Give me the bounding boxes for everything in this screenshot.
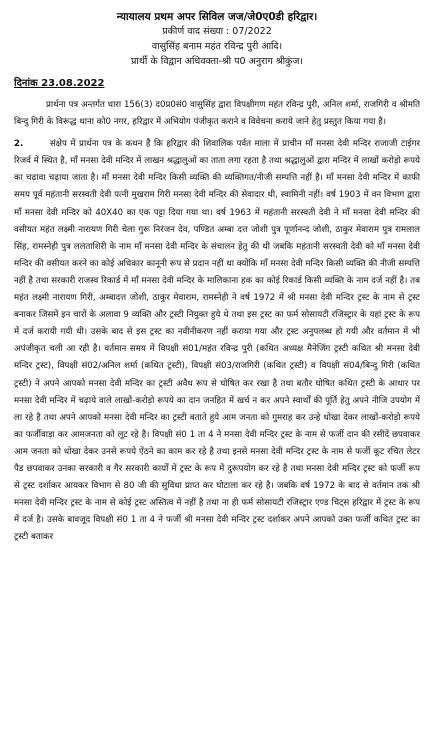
court-title: न्यायालय प्रथम अपर सिविल जज/जे0ए0डी हरिद्वार।	[116, 11, 318, 23]
counsel-line: प्रार्थी के विद्वान अधिवक्ता-श्री प0 अनुराग श्रीकुंज।	[131, 56, 303, 67]
case-number: प्रकीर्ण वाद संख्या : 07/2022	[162, 26, 272, 37]
parties-line: वासुसिंह बनाम महंत रविन्द्र पुरी आदि।	[151, 41, 283, 52]
paragraph-2-text: संक्षेप में प्रार्थना पत्र के कथन हैं कि हरिद्वार की शिवालिक पर्वत माला में प्राचीन माँ मनसा देवी मन्दिर राजाजी टाईगर रिजर्व में स्थित है, माँ मनसा देवी मन्दिर में लाखन श्रद्धालुओं का ताता लगा रहता है तथा श्रद्धालुओं द्वारा मन्दिर में लाखों करोड़ो रूपये का चढ़ावा चढ़ाया जाता है। माँ मनसा देवी मन्दिर किसी व्यक्ति की व्यक्तिगत/नीजी सम्पत्ति नहीं है। माँ मनसा देवी मन्दिर में काफी समय पूर्व महंतानी सरस्वती देवी पत्नी मुखराम गिरी मनसा देवी मन्दिर की सेवादार थी, स्वामिनी नहीं। वर्ष 1903 में वन विभाग द्वारा माँ मनसा देवी मन्दिर को 40X40 का एक पट्टा दिया गया था। वर्ष 1963 में महंतानी सरस्वती देवी ने माँ मनसा देवी मन्दिर की वसीयत महंत लक्ष्मी नारायण गिरी चेला गुरू निरंजन देव, पण्डित अम्बा दत्त जोशी पुत्र पूर्णानन्द जोशी, ठाकुर मेवाराम पुत्र रामलाल सिंह, रामस्नेही पुत्र ललताशिरी के नाम माँ मनसा देवी मन्दिर के संचालन हेतु की थी जबकि महंतानी सरस्वती देवी को माँ मनसा देवी मन्दिर की वसीयत करने का कोई अधिकार कानूनी रूप से प्रदान नहीं था क्योंकि माँ मनसा देवी मन्दिर किसी व्यक्ति की नीजी सम्पत्ति नहीं है तथा सरकारी राजस्व रिकार्ड में माँ मनसा देवी मन्दिर के मालिकाना हक का कोई रिकार्ड किसी व्यक्ति के नाम दर्ज नहीं है। तब महंत लक्ष्मी नारायण गिरी, अम्बादत्त जोशी, ठाकुर मेवाराम, रामस्नेही ने वर्ष 1972 में श्री मनसा देवी मन्दिर ट्रस्ट के नाम से ट्रस्ट बनाकर जिसमें इन चारों के अलावा 9 व्यक्ति और ट्रस्टी नियुक्त हुये थे तथा इस ट्रस्ट का फर्म सोसायटी रजिस्ट्रार के यहां ट्रस्ट के रूप में दर्ज करायी गयी थी। उसके बाद से इस ट्रस्ट का नवीनीकरण नहीं कराया गया और ट्रस्ट अनुपलब्ध हो गयी और वर्तमान में भी अपंजीकृत चली आ रही है। वर्तमान समय में विपक्षी सं01/महंत रविन्द्र पुरी (कथित अध्यक्ष मैनेजिंग ट्रस्टी कथित श्री मनसा देवी मन्दिर ट्रस्ट), विपक्षी सं02/अनिल शर्मा (कथित ट्रस्टी), विपक्षी सं03/राजगिरी (कथित ट्रस्टी) व विपक्षी सं04/बिन्दु गिरी (कथित ट्रस्टी) ने अपने आपको मनसा देवी मन्दिर का ट्रस्टी अवैध रूप से घोषित कर रखा है तथा बतौर घोषित कथित ट्रस्टी के आधार पर मनसा देवी मन्दिर में चढ़ाये वाले लाखों-करोड़ो रूपये का दान जनहित में खर्च न कर अपने स्वार्थों की पूर्ति हेतु अपने नीजि उपयोग में ला रहे है तथा अपने आपको मनसा देवी मन्दिर का ट्रस्टी बताते हुये आम जनता को गुमराह कर उन्हे धोखा देकर लाखों-करोड़ो रूपये का फर्जीवाड़ा कर आमजनता को लूट रहे है। विपक्षी सं0 1 ता 4 ने मनसा देवी मन्दिर ट्रस्ट के नाम से फर्जी दान की रसीदें छपवाकर आम जनता को धोखा देकर उनसे रूपये ऐंठने का काम कर रहे है तथा इनसे मनसा देवी मन्दिर ट्रस्ट के नाम से फर्जी कूट रचित लेटर पैड छपवाकर उनका सरकारी व गैर सरकारी कार्यों में ट्रस्ट के रूप में दुरूपयोग कर रहे है तथा मनसा देवी मन्दिर ट्रस्ट को फर्जी रूप से ट्रस्ट दर्शाकर आयकर विभाग से 80 जी की सुविधा प्राप्त कर घोटाला कर रहे है। जबकि वर्ष 1972 के बाद से वर्तमान तक श्री मनसा देवी मन्दिर ट्रस्ट के नाम से कोई ट्रस्ट अस्तित्व में नहीं है तथा ना ही फर्म सोसायटी रजिस्ट्रार एण्ड चिट्स हरिद्वार में ट्रस्ट के रूप में दर्ज है। उसके बावजूद विपक्षी सं0 1 ता 4 ने फर्जी श्री मनसा देवी मन्दिर ट्रस्ट दर्शाकर अपने आपको उक्त फर्जी कथित ट्रस्ट का ट्रस्टी बताकर	[14, 139, 420, 543]
paragraph-2-number: 2.	[14, 139, 24, 150]
paragraph-2	[14, 136, 420, 546]
order-date: दिनांक 23.08.2022	[14, 78, 105, 89]
paragraph-1: प्रार्थना पत्र अन्तर्गत धारा 156(3) द0प्र0सं0 वासुसिंह द्वारा विपक्षीगण महंत रविन्द्र पुरी, अनिल शर्मा, राजगिरी व श्रीमति बिन्दु गिरी के विरूद्ध थाना को0 नगर, हरिद्वार में अभियोग पंजीकृत कराने व विवेचना कराये जाने हेतु प्रस्तुत किया गया है।	[14, 100, 420, 128]
